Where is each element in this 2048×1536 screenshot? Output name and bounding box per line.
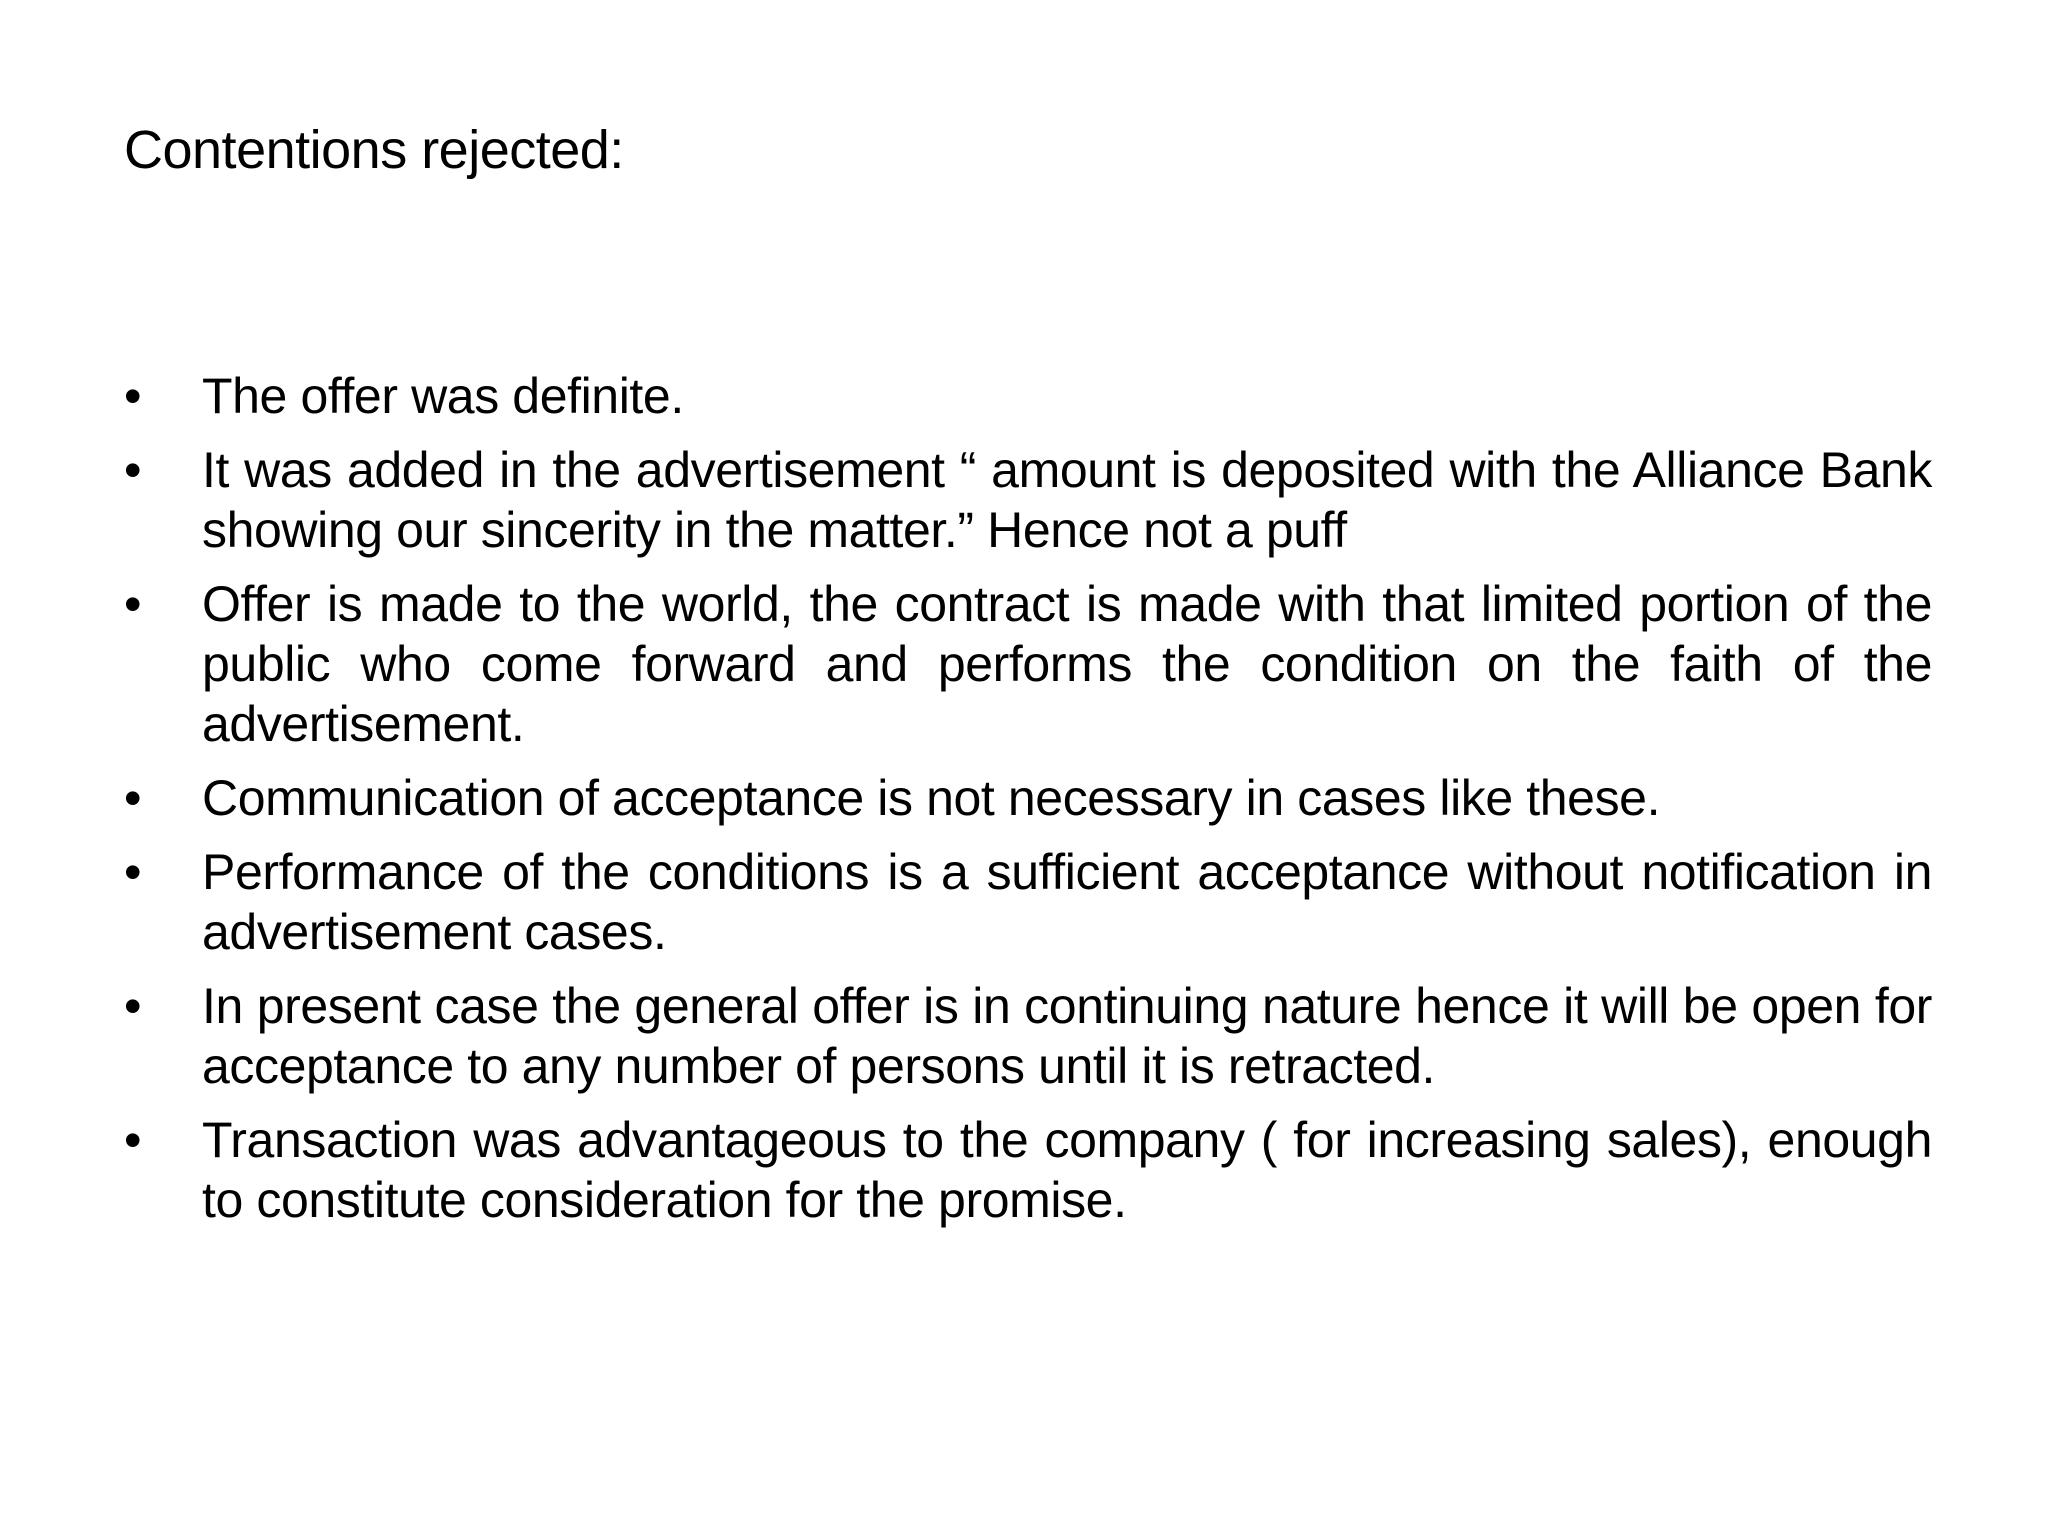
bullet-icon: •	[124, 770, 142, 826]
bullet-text: Performance of the conditions is a sufficient acceptance without notification in advertisement cases.	[202, 844, 1932, 960]
bullet-text: The offer was definite.	[202, 368, 684, 424]
bullet-icon: •	[124, 576, 142, 632]
bullet-text: It was added in the advertisement “ amount is deposited with the Alliance Bank showing our sincerity in the matter.” Hence not a puff	[202, 442, 1932, 558]
bullet-list	[124, 366, 1932, 1244]
bullet-item	[124, 366, 1932, 426]
bullet-icon: •	[124, 442, 142, 498]
bullet-item	[124, 842, 1932, 962]
bullet-icon: •	[124, 368, 142, 424]
bullet-text: Transaction was advantageous to the company ( for increasing sales), enough to constitute consideration for the promise.	[202, 1112, 1932, 1228]
bullet-item	[124, 768, 1932, 828]
bullet-text: Communication of acceptance is not necessary in cases like these.	[202, 770, 1661, 826]
bullet-icon: •	[124, 844, 142, 900]
bullet-item	[124, 440, 1932, 560]
bullet-text: Offer is made to the world, the contract is made with that limited portion of the public who come forward and performs the condition on the faith of the advertisement.	[202, 576, 1932, 752]
bullet-text: In present case the general offer is in continuing nature hence it will be open for acceptance to any number of persons until it is retracted.	[202, 978, 1932, 1094]
bullet-icon: •	[124, 1112, 142, 1168]
slide-title: Contentions rejected:	[124, 120, 624, 180]
bullet-icon: •	[124, 978, 142, 1034]
bullet-item	[124, 574, 1932, 754]
bullet-item	[124, 1110, 1932, 1230]
bullet-item	[124, 976, 1932, 1096]
